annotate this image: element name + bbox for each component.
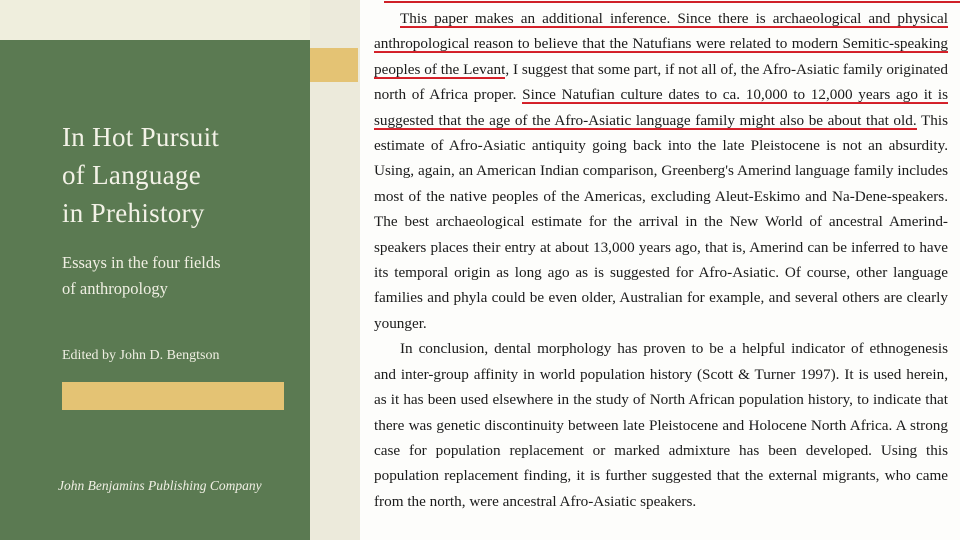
page-body-text [374, 6, 948, 514]
paragraph-1 [374, 6, 948, 336]
book-title-line-2: of Language [62, 160, 201, 190]
cover-gold-accent-bar [62, 382, 284, 410]
book-title [62, 118, 302, 232]
book-editor: Edited by John D. Bengtson [62, 348, 220, 363]
cover-cream-band [0, 0, 310, 40]
highlight-annotation-1: This paper makes an additional inference. Since there is archaeological and physical anthropological reason to believe that the Natufians were related to modern Semitic-speaking peoples of the Levant [374, 10, 948, 78]
paragraph-1-segment-4: This estimate of Afro-Asiatic antiquity going back into the late Pleistocene is not an absurdity. Using, again, an American Indian comparison, Greenberg's Amerind language family includes most of the native peoples of the Americas, excluding Aleut-Eskimo and Na-Dene-speakers. The best archaeological estimate for the arrival in the New World of ancestral Amerind-speakers places their entry at about 13,000 years ago, that is, Amerind can be inferred to have its temporal origin as long ago as is suggested for Afro-Asiatic. Of course, other language families and phyla could be even older, Australian for example, and several others are clearly younger. [374, 111, 948, 332]
book-cover [0, 0, 360, 540]
paragraph-1-segment-2: , I suggest that some part, if not all of, the Afro-Asiatic family originated north of Africa proper. [374, 60, 948, 104]
highlight-top-rule [384, 1, 960, 3]
paragraph-2: In conclusion, dental morphology has proven to be a helpful indicator of ethnogenesis and inter-group affinity in world population history (Scott & Turner 1997). It is used herein, as it has been used elsewhere in the study of North African population history, to indicate that there was genetic discontinuity between late Pleistocene and Holocene North Africa. A strong case for population replacement or marked admixture has been developed. Using this population replacement finding, it is further suggested that the external migrants, who came from the north, were ancestral Afro-Asiatic speakers. [374, 340, 948, 510]
highlight-annotation-2: Since Natufian culture dates to ca. 10,000 to 12,000 years ago it is suggested that the age of the Afro-Asiatic language family might also be about that old. [374, 86, 948, 129]
cover-gold-accent-top [310, 48, 358, 82]
book-publisher: John Benjamins Publishing Company [58, 478, 262, 493]
book-title-line-1: In Hot Pursuit [62, 122, 220, 152]
text-page [360, 0, 960, 540]
book-subtitle-line-1: Essays in the four fields [62, 253, 221, 272]
book-subtitle [62, 250, 302, 302]
book-subtitle-line-2: of anthropology [62, 279, 168, 298]
book-title-line-3: in Prehistory [62, 198, 205, 228]
